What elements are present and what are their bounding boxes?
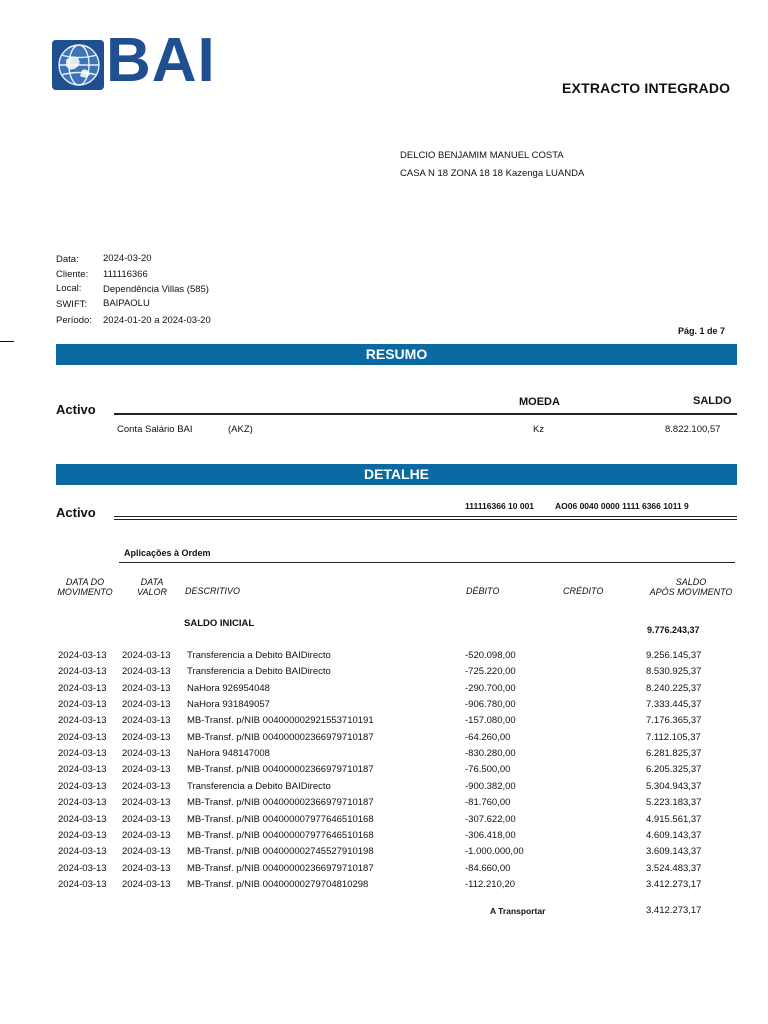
row-saldo: 8.240.225,37 bbox=[646, 682, 702, 694]
row-data-valor: 2024-03-13 bbox=[122, 846, 171, 858]
transport-label: A Transportar bbox=[490, 906, 546, 916]
resumo-account-code: (AKZ) bbox=[228, 424, 253, 435]
row-saldo: 7.176.365,37 bbox=[646, 715, 702, 727]
row-debito: -306.418,00 bbox=[465, 829, 516, 841]
row-descritivo: MB-Transf. p/NIB 004000002366979710187 bbox=[187, 764, 374, 776]
meta-label-swift: SWIFT: bbox=[56, 299, 88, 310]
row-data-movimento: 2024-03-13 bbox=[58, 715, 107, 727]
row-data-valor: 2024-03-13 bbox=[122, 666, 171, 678]
meta-label-local: Local: bbox=[56, 283, 82, 294]
account-iban: AO06 0040 0000 1111 6366 1011 9 bbox=[555, 501, 689, 511]
col-header-saldo: SALDO APÓS MOVIMENTO bbox=[649, 577, 733, 597]
row-saldo: 7.333.445,37 bbox=[646, 699, 702, 711]
meta-value-local: Dependência Villas (585) bbox=[103, 284, 209, 295]
meta-label-periodo: Período: bbox=[56, 315, 92, 326]
row-data-valor: 2024-03-13 bbox=[122, 780, 171, 792]
resumo-account: Conta Salário BAI bbox=[117, 424, 193, 435]
row-data-movimento: 2024-03-13 bbox=[58, 650, 107, 661]
row-saldo: 7.112.105,37 bbox=[646, 731, 701, 743]
meta-value-cliente: 111116366 bbox=[103, 269, 148, 280]
detalhe-section-title: Activo bbox=[56, 505, 96, 520]
row-debito: -64.260,00 bbox=[465, 731, 511, 743]
row-debito: -1.000.000,00 bbox=[465, 846, 524, 858]
col-header-data-valor: DATA VALOR bbox=[136, 577, 167, 597]
customer-address: CASA N 18 ZONA 18 18 Kazenga LUANDA bbox=[400, 168, 585, 179]
row-debito: -900.382,00 bbox=[465, 780, 516, 792]
resumo-section-title: Activo bbox=[56, 402, 96, 417]
row-data-valor: 2024-03-13 bbox=[122, 748, 171, 760]
row-saldo: 3.609.143,37 bbox=[646, 846, 702, 858]
row-data-movimento: 2024-03-13 bbox=[58, 878, 107, 890]
transport-value: 3.412.273,17 bbox=[646, 905, 702, 916]
row-descritivo: MB-Transf. p/NIB 004000002366979710187 bbox=[187, 862, 374, 874]
row-data-valor: 2024-03-13 bbox=[122, 731, 171, 743]
row-data-valor: 2024-03-13 bbox=[122, 829, 171, 841]
row-saldo: 4.915.561,37 bbox=[646, 813, 702, 825]
row-data-movimento: 2024-03-13 bbox=[58, 699, 107, 711]
row-saldo: 6.205.325,37 bbox=[646, 764, 702, 776]
moeda-header: MOEDA bbox=[519, 396, 560, 408]
row-saldo: 5.223.183,37 bbox=[646, 797, 702, 809]
row-data-valor: 2024-03-13 bbox=[122, 878, 171, 890]
row-data-movimento: 2024-03-13 bbox=[58, 846, 107, 858]
row-data-valor: 2024-03-13 bbox=[122, 797, 171, 809]
row-debito: -157.080,00 bbox=[465, 715, 516, 727]
detalhe-band: DETALHE bbox=[56, 464, 737, 485]
row-debito: -520.098,00 bbox=[465, 650, 516, 661]
row-descritivo: MB-Transf. p/NIB 004000002366979710187 bbox=[187, 731, 374, 743]
margin-mark bbox=[0, 341, 14, 342]
col-header-data-movimento: DATA DO MOVIMENTO bbox=[57, 577, 113, 597]
resumo-band: RESUMO bbox=[56, 344, 737, 365]
row-data-valor: 2024-03-13 bbox=[122, 682, 171, 694]
subsection-divider bbox=[119, 562, 735, 563]
customer-name: DELCIO BENJAMIM MANUEL COSTA bbox=[400, 150, 564, 161]
row-descritivo: MB-Transf. p/NIB 004000002797048​10298 bbox=[187, 878, 369, 890]
account-number: 111116366 10 001 bbox=[465, 501, 535, 511]
row-debito: -112.210,20 bbox=[465, 878, 516, 890]
row-data-movimento: 2024-03-13 bbox=[58, 682, 107, 694]
saldo-inicial-label: SALDO INICIAL bbox=[184, 618, 255, 629]
row-descritivo: NaHora 926954048 bbox=[187, 682, 270, 694]
row-debito: -290.700,00 bbox=[465, 682, 516, 694]
row-data-valor: 2024-03-13 bbox=[122, 650, 171, 661]
row-data-valor: 2024-03-13 bbox=[122, 764, 171, 776]
row-data-movimento: 2024-03-13 bbox=[58, 764, 107, 776]
row-saldo: 9.256.145,37 bbox=[646, 650, 702, 661]
col-header-credito: CRÉDITO bbox=[563, 586, 604, 596]
row-debito: -81.760,00 bbox=[465, 797, 511, 809]
detalhe-divider-top bbox=[114, 516, 737, 517]
row-descritivo: MB-Transf. p/NIB 004000007977646510168 bbox=[187, 829, 374, 841]
row-saldo: 3.412.273,17 bbox=[646, 878, 702, 890]
row-data-movimento: 2024-03-13 bbox=[58, 666, 107, 678]
row-descritivo: Transferencia a Debito BAIDirecto bbox=[187, 650, 331, 661]
row-debito: -307.622,00 bbox=[465, 813, 516, 825]
row-data-movimento: 2024-03-13 bbox=[58, 829, 107, 841]
col-header-debito: DÉBITO bbox=[466, 586, 500, 596]
bai-logo-text: BAI bbox=[106, 26, 216, 95]
row-descritivo: Transferencia a Debito BAIDirecto bbox=[187, 780, 331, 792]
meta-label-data: Data: bbox=[56, 254, 79, 265]
row-descritivo: NaHora 931849057 bbox=[187, 699, 270, 711]
row-debito: -830.280,00 bbox=[465, 748, 516, 760]
resumo-currency: Kz bbox=[533, 424, 545, 435]
meta-value-data: 2024-03-20 bbox=[103, 253, 152, 264]
row-debito: -84.660,00 bbox=[465, 862, 511, 874]
row-data-valor: 2024-03-13 bbox=[122, 862, 171, 874]
resumo-balance: 8.822.100,57 bbox=[665, 424, 721, 435]
saldo-inicial-value: 9.776.243,37 bbox=[647, 625, 700, 635]
subsection-title: Aplicações à Ordem bbox=[124, 548, 211, 558]
row-descritivo: MB-Transf. p/NIB 004000002745527910198 bbox=[187, 846, 374, 858]
col-header-descritivo: DESCRITIVO bbox=[185, 586, 241, 596]
row-saldo: 5.304.943,37 bbox=[646, 780, 702, 792]
row-data-movimento: 2024-03-13 bbox=[58, 797, 107, 809]
row-saldo: 8.530.925,37 bbox=[646, 666, 702, 678]
meta-value-swift: BAIPAOLU bbox=[103, 298, 150, 309]
row-data-movimento: 2024-03-13 bbox=[58, 748, 107, 760]
row-data-valor: 2024-03-13 bbox=[122, 715, 171, 727]
row-data-movimento: 2024-03-13 bbox=[58, 780, 107, 792]
row-descritivo: Transferencia a Debito BAIDirecto bbox=[187, 666, 331, 678]
row-data-movimento: 2024-03-13 bbox=[58, 813, 107, 825]
row-descritivo: MB-Transf. p/NIB 004000002921553710191 bbox=[187, 715, 374, 727]
page-number: Pág. 1 de 7 bbox=[678, 326, 726, 336]
row-debito: -76.500,00 bbox=[465, 764, 511, 776]
row-saldo: 3.524.483,37 bbox=[646, 862, 702, 874]
row-descritivo: NaHora 948147008 bbox=[187, 748, 270, 760]
row-data-valor: 2024-03-13 bbox=[122, 699, 171, 711]
meta-label-cliente: Cliente: bbox=[56, 269, 89, 280]
row-saldo: 6.281.825,37 bbox=[646, 748, 702, 760]
row-descritivo: MB-Transf. p/NIB 004000002366979710187 bbox=[187, 797, 374, 809]
detalhe-divider-bottom bbox=[114, 519, 737, 520]
row-data-movimento: 2024-03-13 bbox=[58, 731, 107, 743]
document-title: EXTRACTO INTEGRADO bbox=[562, 80, 731, 96]
row-descritivo: MB-Transf. p/NIB 004000007977646510168 bbox=[187, 813, 374, 825]
meta-value-periodo: 2024-01-20 a 2024-03-20 bbox=[103, 315, 211, 326]
saldo-header: SALDO bbox=[693, 395, 732, 407]
row-data-valor: 2024-03-13 bbox=[122, 813, 171, 825]
row-debito: -906.780,00 bbox=[465, 699, 516, 711]
row-saldo: 4.609.143,37 bbox=[646, 829, 702, 841]
resumo-divider bbox=[114, 413, 737, 415]
row-data-movimento: 2024-03-13 bbox=[58, 862, 107, 874]
bai-logo-globe-icon bbox=[52, 40, 104, 90]
row-debito: -725.220,00 bbox=[465, 666, 516, 678]
